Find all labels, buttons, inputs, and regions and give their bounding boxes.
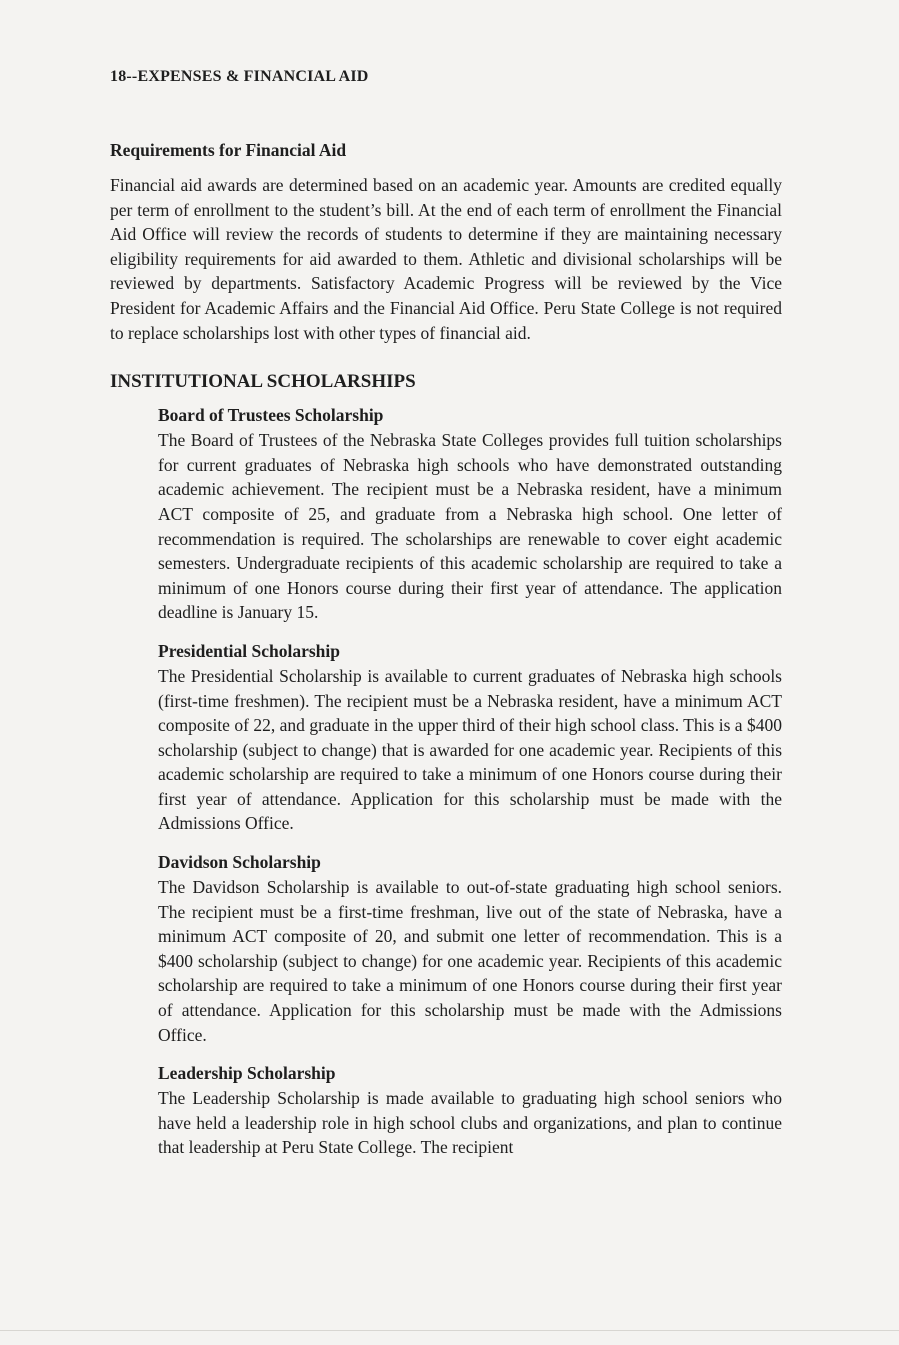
institutional-scholarships-heading: INSTITUTIONAL SCHOLARSHIPS [110, 371, 416, 393]
scholarship-title: Board of Trustees Scholarship [158, 405, 384, 426]
scholarship-text: The Board of Trustees of the Nebraska State Colleges provides full tuition scholarships for current graduates of Nebraska high schools who have demonstrated outstanding academic achievement. The recipient must be a Nebraska resident, have a minimum ACT composite of 25, and graduate from a Nebraska high school. One letter of recommendation is required. The scholarships are renewable to cover eight academic semesters. Undergraduate recipients of this academic scholarship are required to take a minimum of one Honors course during their first year of attendance. The application deadline is January 15. [158, 430, 782, 623]
requirements-section [110, 140, 782, 345]
scholarship-text: The Davidson Scholarship is available to out-of-state graduating high school seniors. The recipient must be a first-time freshman, live out of the state of Nebraska, have a minimum ACT composite of 20, and submit one letter of recommendation. This is a $400 scholarship (subject to change) for one academic year. Recipients of this academic scholarship are required to take a minimum of one Honors course during their first year of attendance. Application for this scholarship must be made with the Admissions Office. [158, 877, 782, 1045]
scholarship-text: The Presidential Scholarship is available to current graduates of Nebraska high schools (first-time freshmen). The recipient must be a Nebraska resident, have a minimum ACT composite of 22, and graduate in the upper third of their high school class. This is a $400 scholarship (subject to change) that is awarded for one academic year. Recipients of this academic scholarship are required to take a minimum of one Honors course during their first year of attendance. Application for this scholarship must be made with the Admissions Office. [158, 665, 782, 834]
scholarship-text: The Leadership Scholarship is made available to graduating high school seniors who have held a leadership role in high school clubs and organizations, and plan to continue that leadership at Peru State College. The recipient [158, 1088, 782, 1158]
scholarship-davidson [158, 850, 782, 1047]
page-bottom-edge [0, 1330, 899, 1331]
scholarship-board-of-trustees [158, 403, 782, 625]
scholarship-title: Leadership Scholarship [158, 1063, 336, 1084]
catalog-page [110, 68, 782, 1174]
requirements-text: Financial aid awards are determined based on an academic year. Amounts are credited equally per term of enrollment to the student’s bill. At the end of each term of enrollment the Financial Aid Office will review the records of students to determine if they are maintaining necessary eligibility requirements for aid awarded to them. Athletic and divisional scholarships will be reviewed by departments. Satisfactory Academic Progress will be reviewed by the Vice President for Academic Affairs and the Financial Aid Office. Peru State College is not required to replace scholarships lost with other types of financial aid. [110, 175, 782, 343]
institutional-scholarships-section [110, 371, 782, 1160]
scholarship-title: Presidential Scholarship [158, 640, 340, 661]
running-head: 18--EXPENSES & FINANCIAL AID [110, 68, 369, 85]
scholarship-title: Davidson Scholarship [158, 852, 321, 873]
scholarship-leadership [158, 1061, 782, 1160]
scholarship-presidential [158, 639, 782, 836]
requirements-title: Requirements for Financial Aid [110, 140, 347, 160]
